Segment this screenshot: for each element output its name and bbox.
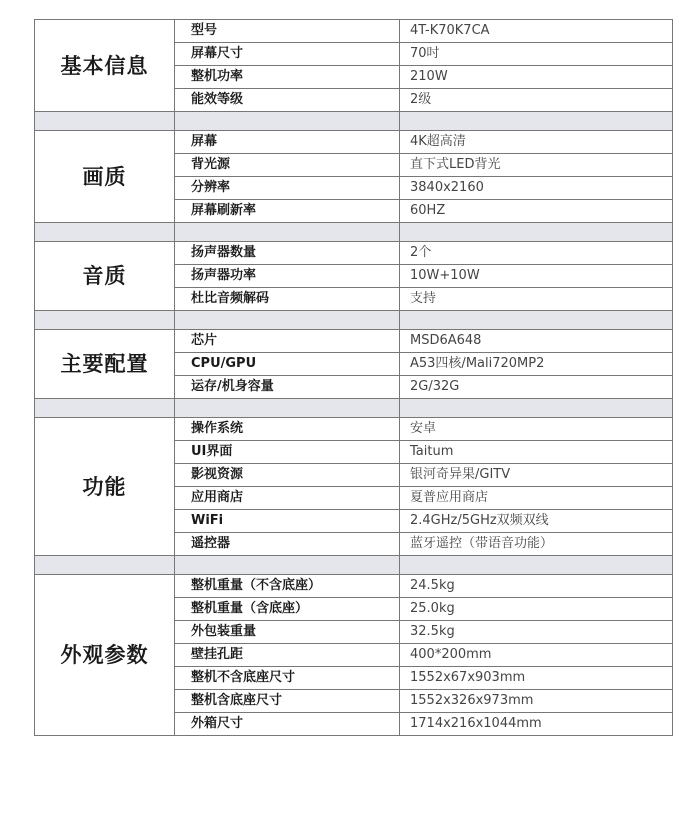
spec-label: 整机不含底座尺寸 [175, 667, 400, 690]
spec-value: 400*200mm [400, 644, 673, 667]
separator-cell [175, 112, 400, 131]
spec-value: 210W [400, 66, 673, 89]
separator-cell [35, 311, 175, 330]
spec-label: 杜比音频解码 [175, 288, 400, 311]
spec-value: 夏普应用商店 [400, 487, 673, 510]
spec-value: 32.5kg [400, 621, 673, 644]
separator-cell [400, 556, 673, 575]
spec-value: 2个 [400, 242, 673, 265]
spec-value: 60HZ [400, 200, 673, 223]
section-separator [35, 112, 673, 131]
separator-cell [400, 399, 673, 418]
spec-label: 外包装重量 [175, 621, 400, 644]
spec-label: 应用商店 [175, 487, 400, 510]
spec-label: 壁挂孔距 [175, 644, 400, 667]
spec-value: 2G/32G [400, 376, 673, 399]
spec-label: 能效等级 [175, 89, 400, 112]
spec-label: 影视资源 [175, 464, 400, 487]
section-title: 外观参数 [35, 575, 175, 736]
spec-label: 整机重量（不含底座） [175, 575, 400, 598]
separator-cell [35, 556, 175, 575]
spec-row [35, 20, 673, 43]
separator-cell [400, 223, 673, 242]
section-separator [35, 223, 673, 242]
spec-label: 扬声器数量 [175, 242, 400, 265]
spec-value: 25.0kg [400, 598, 673, 621]
section-title: 主要配置 [35, 330, 175, 399]
separator-cell [400, 311, 673, 330]
spec-value: 支持 [400, 288, 673, 311]
spec-value: 10W+10W [400, 265, 673, 288]
section-title: 功能 [35, 418, 175, 556]
spec-row [35, 575, 673, 598]
spec-row [35, 242, 673, 265]
separator-cell [175, 223, 400, 242]
separator-cell [175, 399, 400, 418]
spec-value: 蓝牙遥控（带语音功能） [400, 533, 673, 556]
section-separator [35, 399, 673, 418]
separator-cell [35, 112, 175, 131]
spec-value: 3840x2160 [400, 177, 673, 200]
spec-label: 外箱尺寸 [175, 713, 400, 736]
section-separator [35, 311, 673, 330]
spec-value: Taitum [400, 441, 673, 464]
spec-value: 安卓 [400, 418, 673, 441]
spec-label: UI界面 [175, 441, 400, 464]
spec-label: 背光源 [175, 154, 400, 177]
spec-label: 分辨率 [175, 177, 400, 200]
spec-value: 4K超高清 [400, 131, 673, 154]
spec-label: WiFi [175, 510, 400, 533]
spec-row [35, 131, 673, 154]
spec-row [35, 418, 673, 441]
spec-label: 整机含底座尺寸 [175, 690, 400, 713]
spec-label: 屏幕尺寸 [175, 43, 400, 66]
spec-value: 2级 [400, 89, 673, 112]
spec-row [35, 330, 673, 353]
spec-value: 70吋 [400, 43, 673, 66]
spec-value: 1552x326x973mm [400, 690, 673, 713]
separator-cell [400, 112, 673, 131]
spec-label: 遥控器 [175, 533, 400, 556]
spec-label: 整机功率 [175, 66, 400, 89]
spec-table-body [35, 20, 673, 736]
spec-table [34, 19, 673, 736]
spec-label: 操作系统 [175, 418, 400, 441]
spec-value: 直下式LED背光 [400, 154, 673, 177]
spec-label: 整机重量（含底座） [175, 598, 400, 621]
spec-label: 扬声器功率 [175, 265, 400, 288]
spec-value: MSD6A648 [400, 330, 673, 353]
spec-value: 2.4GHz/5GHz双频双线 [400, 510, 673, 533]
spec-label: 屏幕刷新率 [175, 200, 400, 223]
spec-label: 运存/机身容量 [175, 376, 400, 399]
separator-cell [175, 311, 400, 330]
spec-value: A53四核/Mali720MP2 [400, 353, 673, 376]
section-title: 基本信息 [35, 20, 175, 112]
separator-cell [175, 556, 400, 575]
spec-value: 1714x216x1044mm [400, 713, 673, 736]
separator-cell [35, 223, 175, 242]
spec-value: 银河奇异果/GITV [400, 464, 673, 487]
spec-value: 24.5kg [400, 575, 673, 598]
spec-label: 屏幕 [175, 131, 400, 154]
spec-label: 型号 [175, 20, 400, 43]
separator-cell [35, 399, 175, 418]
spec-label: CPU/GPU [175, 353, 400, 376]
spec-value: 1552x67x903mm [400, 667, 673, 690]
spec-label: 芯片 [175, 330, 400, 353]
section-title: 画质 [35, 131, 175, 223]
section-separator [35, 556, 673, 575]
spec-value: 4T-K70K7CA [400, 20, 673, 43]
section-title: 音质 [35, 242, 175, 311]
